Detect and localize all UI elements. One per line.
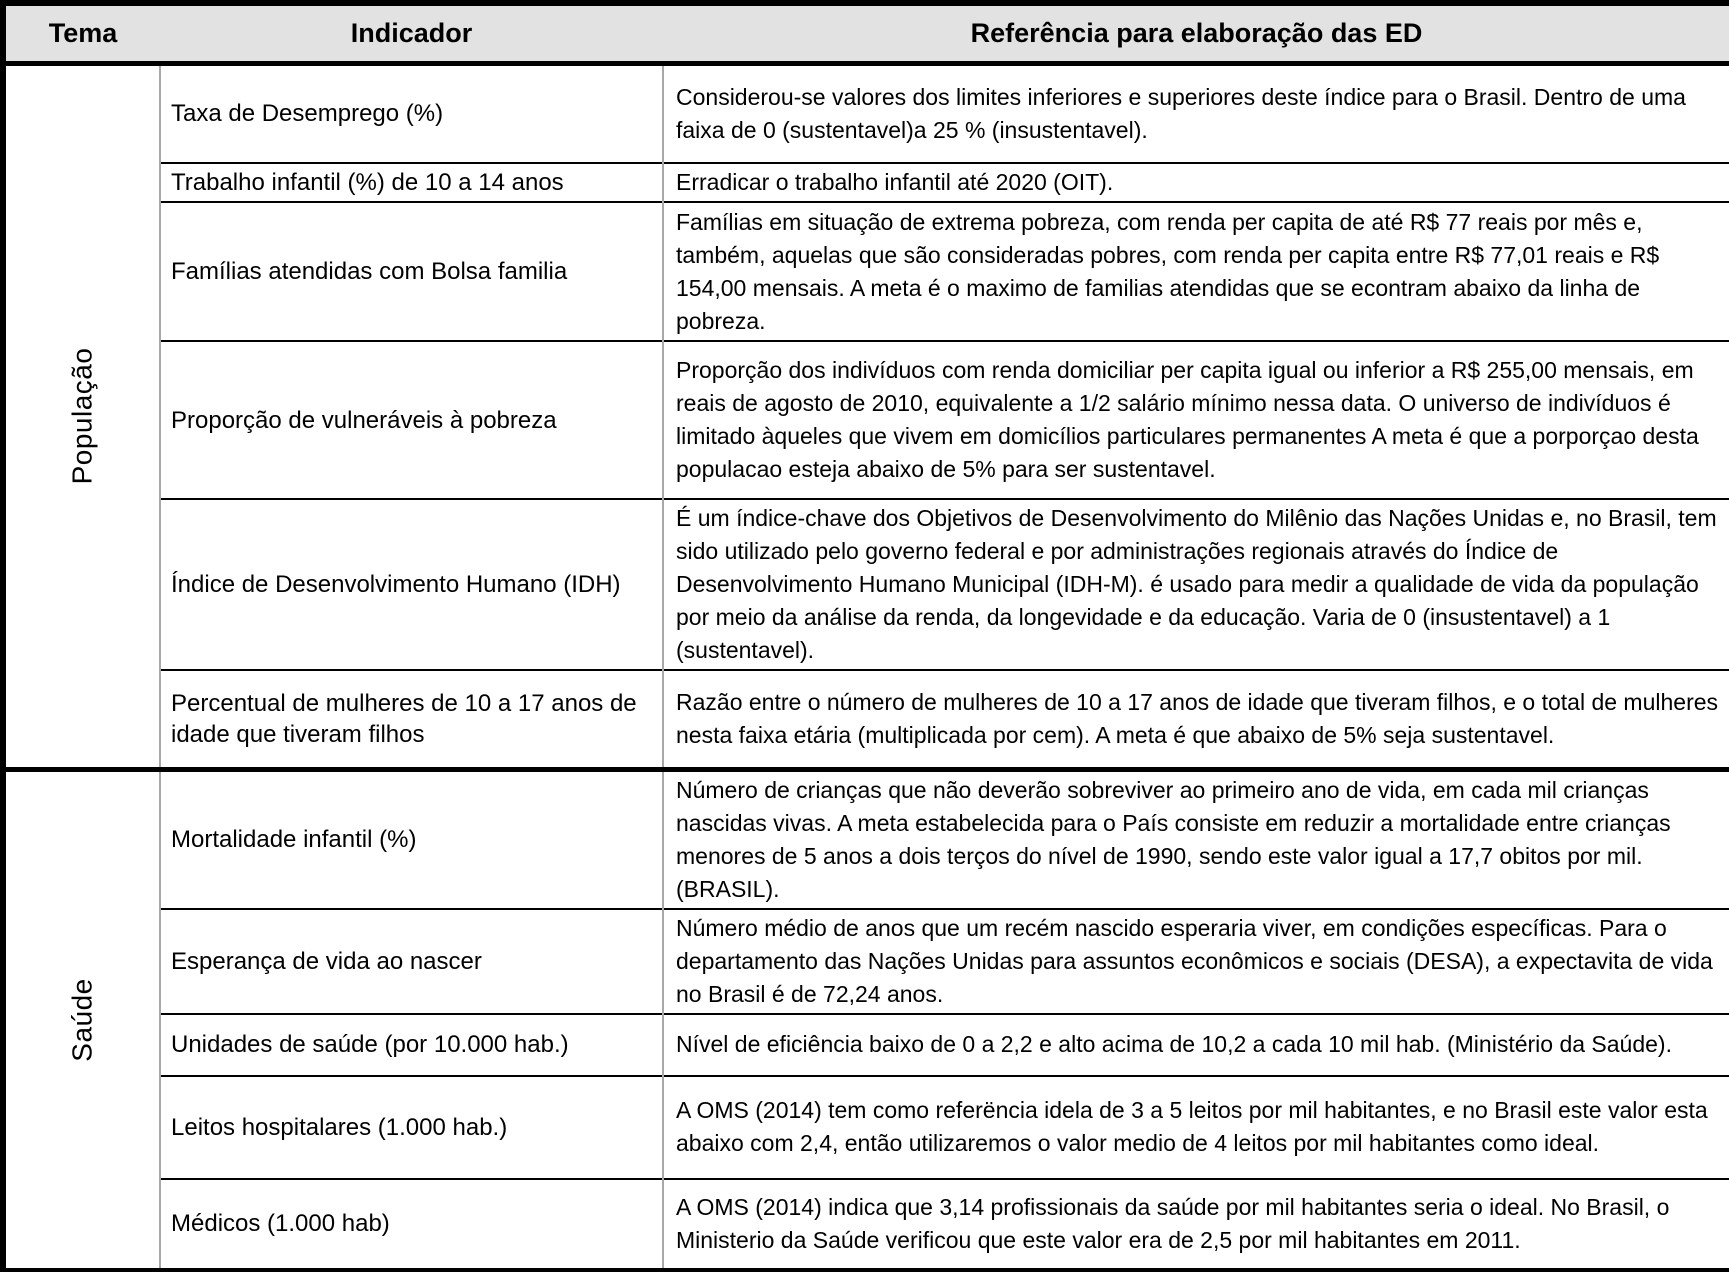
table-row — [3, 670, 1729, 769]
indicador-cell: Índice de Desenvolvimento Humano (IDH) — [160, 499, 663, 670]
referencia-cell: A OMS (2014) indica que 3,14 profissionais da saúde por mil habitantes seria o ideal. No Brasil, o Ministerio da Saúde verificou que este valor era de 2,5 por mil habitantes em 2011. — [663, 1179, 1729, 1272]
table-row — [3, 909, 1729, 1014]
table-row — [3, 1014, 1729, 1076]
referencia-cell: Erradicar o trabalho infantil até 2020 (OIT). — [663, 163, 1729, 202]
table-row — [3, 63, 1729, 163]
table-row — [3, 341, 1729, 499]
indicador-cell: Mortalidade infantil (%) — [160, 769, 663, 909]
indicador-cell: Médicos (1.000 hab) — [160, 1179, 663, 1272]
referencia-cell: Razão entre o número de mulheres de 10 a 17 anos de idade que tiveram filhos, e o total de mulheres nesta faixa etária (multiplicada por cem). A meta é que abaixo de 5% seja sustentavel. — [663, 670, 1729, 769]
referencia-cell: Considerou-se valores dos limites inferiores e superiores deste índice para o Brasil. Dentro de uma faixa de 0 (sustentavel)a 25 % (insustentavel). — [663, 63, 1729, 163]
referencia-cell: Nível de eficiência baixo de 0 a 2,2 e alto acima de 10,2 a cada 10 mil hab. (Ministério da Saúde). — [663, 1014, 1729, 1076]
indicador-cell: Taxa de Desemprego (%) — [160, 63, 663, 163]
indicador-cell: Trabalho infantil (%) de 10 a 14 anos — [160, 163, 663, 202]
indicador-cell: Famílias atendidas com Bolsa familia — [160, 202, 663, 341]
indicador-cell: Leitos hospitalares (1.000 hab.) — [160, 1076, 663, 1179]
referencia-cell: É um índice-chave dos Objetivos de Desenvolvimento do Milênio das Nações Unidas e, no Brasil, tem sido utilizado pelo governo federal e por administrações regionais através do Índice de Desenvolvimento Humano Municipal (IDH-M). é usado para medir a qualidade de vida da população por meio da análise da renda, da longevidade e da educação. Varia de 0 (insustentavel) a 1 (sustentavel). — [663, 499, 1729, 670]
table-row — [3, 163, 1729, 202]
tema-label-populacao: População — [66, 347, 98, 485]
table-header-row — [3, 3, 1729, 63]
indicador-cell: Unidades de saúde (por 10.000 hab.) — [160, 1014, 663, 1076]
referencia-cell: Proporção dos indivíduos com renda domiciliar per capita igual ou inferior a R$ 255,00 mensais, em reais de agosto de 2010, equivalente a 1/2 salário mínimo nessa data. O universo de indivíduos é limitado àqueles que vivem em domicílios particulares permanentes A meta é que a porporçao desta populacao esteja abaixo de 5% para ser sustentavel. — [663, 341, 1729, 499]
header-indicador: Indicador — [160, 3, 663, 63]
tema-label-saude: Saúde — [66, 978, 98, 1062]
table-row — [3, 769, 1729, 909]
table-row — [3, 499, 1729, 670]
indicador-cell: Esperança de vida ao nascer — [160, 909, 663, 1014]
indicador-cell: Proporção de vulneráveis à pobreza — [160, 341, 663, 499]
table-row — [3, 202, 1729, 341]
tema-group-populacao — [3, 63, 160, 769]
referencia-cell: Número médio de anos que um recém nascido esperaria viver, em condições específicas. Para o departamento das Nações Unidas para assuntos econômicos e sociais (DESA), a expectavita de vida no Brasil é de 72,24 anos. — [663, 909, 1729, 1014]
referencia-cell: Famílias em situação de extrema pobreza, com renda per capita de até R$ 77 reais por mês e, também, aquelas que são consideradas pobres, com renda per capita entre R$ 77,01 reais e R$ 154,00 mensais. A meta é o maximo de familias atendidas que se econtram abaixo da linha de pobreza. — [663, 202, 1729, 341]
table-row — [3, 1179, 1729, 1272]
indicador-cell: Percentual de mulheres de 10 a 17 anos de idade que tiveram filhos — [160, 670, 663, 769]
table-row — [3, 1076, 1729, 1179]
tema-group-saude — [3, 769, 160, 1272]
referencia-cell: A OMS (2014) tem como referëncia idela de 3 a 5 leitos por mil habitantes, e no Brasil este valor esta abaixo com 2,4, então utilizaremos o valor medio de 4 leitos por mil habitantes como ideal. — [663, 1076, 1729, 1179]
header-referencia: Referência para elaboração das ED — [663, 3, 1729, 63]
referencia-cell: Número de crianças que não deverão sobreviver ao primeiro ano de vida, em cada mil crianças nascidas vivas. A meta estabelecida para o País consiste em reduzir a mortalidade entre crianças menores de 5 anos a dois terços do nível de 1990, sendo este valor igual a 17,7 obitos por mil. (BRASIL). — [663, 769, 1729, 909]
header-tema: Tema — [3, 3, 160, 63]
